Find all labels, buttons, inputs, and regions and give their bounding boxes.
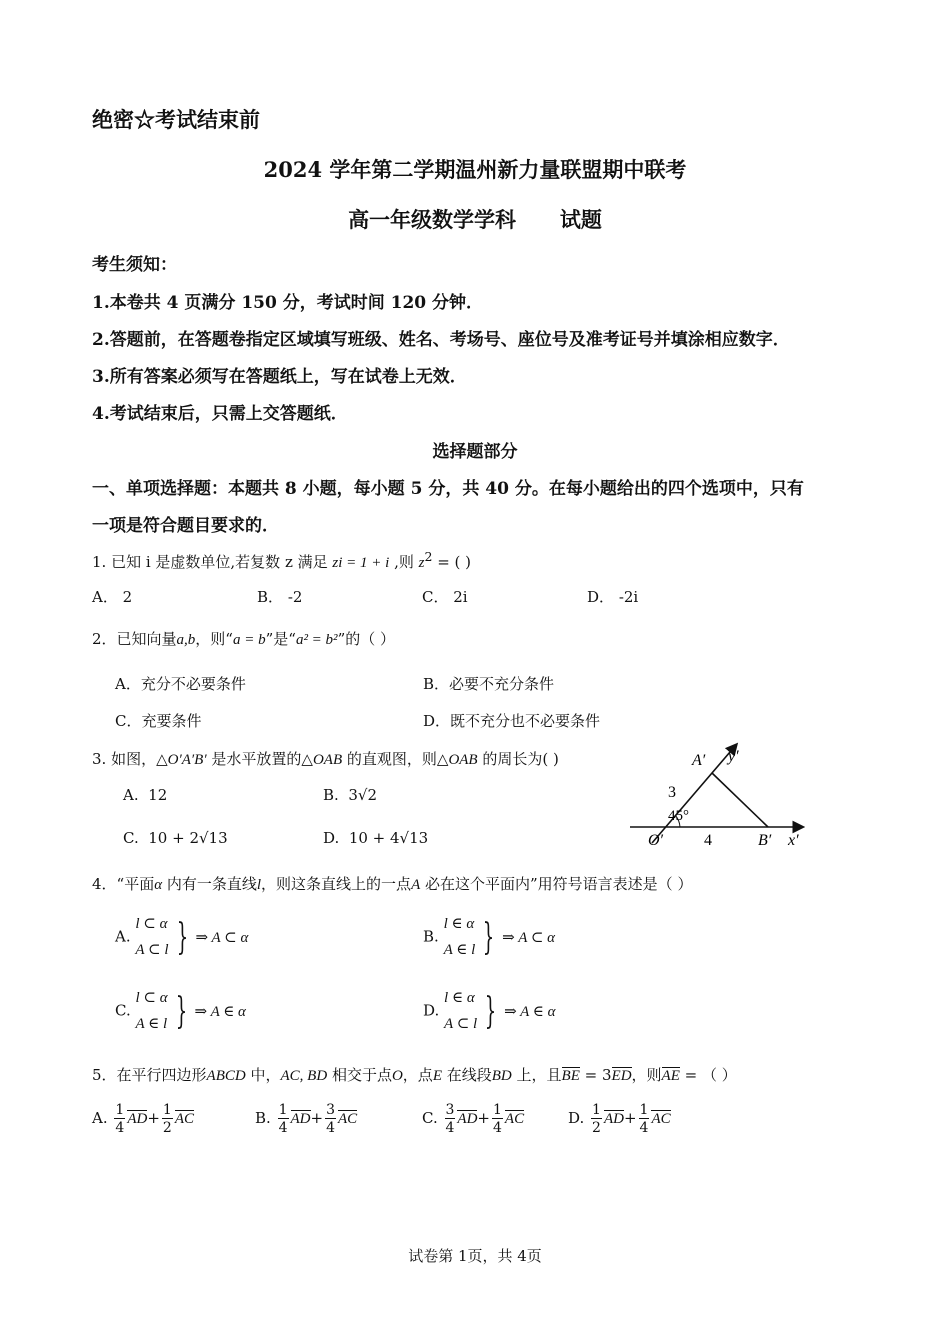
section-desc-line2: 一项是符合题目要求的． xyxy=(92,516,279,536)
q5-option-b[interactable] xyxy=(255,1103,357,1135)
q5-option-a[interactable] xyxy=(92,1103,194,1135)
numerator: 1 xyxy=(592,1102,601,1118)
q5-text-mid3: ，点 xyxy=(402,1066,433,1084)
q1-option-a[interactable] xyxy=(92,586,132,607)
q4-l: l xyxy=(256,877,262,893)
label-side-ob: 4 xyxy=(704,832,712,849)
label-a: A′ xyxy=(692,752,706,769)
denominator: 4 xyxy=(278,1120,288,1136)
system-result: ⇒ A ∈ α xyxy=(504,1004,556,1020)
option-text: 2i xyxy=(453,588,468,606)
fraction-1 xyxy=(114,1103,125,1135)
system-row-1: l ∈ α xyxy=(444,990,475,1006)
numerator: 3 xyxy=(445,1102,455,1118)
option-label: D. xyxy=(568,1109,585,1127)
vector-ac: AC xyxy=(338,1111,358,1127)
label-o: O′ xyxy=(648,832,664,849)
q3-oab: OAB xyxy=(312,752,343,768)
q4-option-a[interactable] xyxy=(115,912,248,963)
q2-condition-1: a = b xyxy=(232,632,266,648)
q3-figure xyxy=(620,735,820,855)
vector-ac: AC xyxy=(651,1111,671,1127)
fraction-2 xyxy=(639,1103,650,1135)
q4-option-d[interactable] xyxy=(423,986,556,1037)
q4-option-b[interactable] xyxy=(423,912,555,963)
q3-triangle: △O′A′B′ xyxy=(156,752,207,768)
system-row-1: l ⊂ α xyxy=(135,916,168,932)
numerator: 1 xyxy=(493,1102,502,1118)
q2-text-suffix: ”的（ ） xyxy=(337,630,395,648)
option-label: D. xyxy=(323,829,340,847)
q4-text-mid2: ，则这条直线上的一点 xyxy=(261,875,412,893)
confidential-label: 绝密☆考试结束前 xyxy=(92,107,260,132)
q5-abcd: ABCD xyxy=(206,1068,246,1084)
numerator: 1 xyxy=(115,1102,125,1118)
q4-text-suffix: 必在这个平面内”用符号语言表述是（ ） xyxy=(420,875,693,893)
system-row-2: A ∈ l xyxy=(135,1015,168,1032)
label-angle: 45° xyxy=(668,808,689,824)
fraction-1 xyxy=(445,1103,456,1135)
option-label: A. xyxy=(115,927,131,946)
option-label: C. xyxy=(422,1109,438,1127)
q5-text-mid2: 相交于点 xyxy=(327,1066,392,1084)
system-row-2: A ⊂ l xyxy=(135,941,169,958)
option-text: 3√2 xyxy=(348,786,377,804)
vector-ad: AD xyxy=(290,1111,311,1127)
vector-ad: AD xyxy=(127,1111,148,1127)
q2-text-mid2: ”是“ xyxy=(265,630,296,648)
q5-text-suffix: = （ ） xyxy=(679,1066,737,1084)
option-text: 必要不充分条件 xyxy=(449,675,555,693)
plus-sign: + xyxy=(477,1109,490,1127)
segment-ab xyxy=(712,773,768,827)
option-text: 既不充分也不必要条件 xyxy=(450,712,601,730)
q1-text-mid: ,则 xyxy=(389,553,419,571)
plus-sign: + xyxy=(310,1109,324,1127)
q5-vector-be: BE xyxy=(561,1068,580,1084)
system-row-1: l ⊂ α xyxy=(135,990,168,1006)
q5-text-mid4: 在线段 xyxy=(441,1066,492,1084)
q5-vector-ae: AE xyxy=(661,1068,680,1084)
fraction-2 xyxy=(325,1103,336,1135)
section-desc-line1: 一、单项选择题：本题共 8 小题，每小题 5 分，共 40 分。在每小题给出的四个选项中，只有 xyxy=(92,479,804,499)
option-system xyxy=(136,986,246,1037)
q5-vector-ed: ED xyxy=(611,1068,632,1084)
numerator: 1 xyxy=(278,1102,288,1118)
option-label: C. xyxy=(123,829,139,847)
option-text: -2i xyxy=(618,588,639,606)
fraction-2 xyxy=(162,1103,173,1135)
q4-a: A xyxy=(411,877,421,893)
q3-text-mid2: 的直观图，则△ xyxy=(342,750,449,768)
option-text: 10 + 2√13 xyxy=(148,829,228,847)
q5-eq: = 3 xyxy=(579,1066,612,1084)
q2-text: 2．已知向量 xyxy=(92,630,177,648)
fraction-1 xyxy=(591,1103,602,1135)
q5-o: O xyxy=(391,1068,403,1084)
system-row-2: A ⊂ l xyxy=(444,1015,478,1032)
q4-option-c[interactable] xyxy=(115,986,246,1037)
q1-option-b[interactable] xyxy=(257,586,302,607)
q5-option-c[interactable] xyxy=(422,1103,524,1135)
option-label: C. xyxy=(115,1001,131,1020)
q2-option-a[interactable] xyxy=(115,673,246,694)
notice-item-2: 2.答题前，在答题卷指定区域填写班级、姓名、考场号、座位号及准考证号并填涂相应数字． xyxy=(92,330,790,350)
label-side-oa: 3 xyxy=(668,784,676,801)
q4-alpha: α xyxy=(154,877,163,893)
option-label: D. xyxy=(423,1001,440,1020)
q3-option-b[interactable] xyxy=(323,786,377,804)
plus-sign: + xyxy=(623,1109,637,1127)
fraction-2 xyxy=(492,1103,503,1135)
option-label: A. xyxy=(123,786,139,804)
vector-ac: AC xyxy=(174,1111,194,1127)
q3-oab-2: OAB xyxy=(448,752,478,768)
q1-option-c[interactable] xyxy=(422,586,468,607)
q5-e: E xyxy=(432,1068,442,1084)
option-system xyxy=(444,912,555,963)
q2-vectors: a,b xyxy=(176,632,196,648)
vector-ac: AC xyxy=(504,1111,525,1127)
system-result: ⇒ A ⊂ α xyxy=(195,930,249,946)
q2-option-c[interactable] xyxy=(115,710,202,731)
q1-text: 1. 已知 i 是虚数单位,若复数 z 满足 xyxy=(92,553,333,571)
option-system xyxy=(135,912,248,963)
q3-option-c[interactable] xyxy=(123,829,228,847)
option-label: B. xyxy=(255,1109,271,1127)
q4-text-mid1: 内有一条直线 xyxy=(162,875,257,893)
notice-item-3: 3.所有答案必须写在答题纸上，写在试卷上无效． xyxy=(92,367,467,387)
q5-option-d[interactable] xyxy=(568,1103,671,1135)
notice-heading: 考生须知： xyxy=(92,255,177,275)
system-result: ⇒ A ⊂ α xyxy=(502,930,556,946)
option-label: D． xyxy=(423,712,451,730)
numerator: 3 xyxy=(326,1102,335,1118)
q5-text-mid1: 中， xyxy=(245,1066,281,1084)
q1-equation: zi = 1 + i xyxy=(332,555,390,571)
option-text: 2 xyxy=(122,588,133,606)
numerator: 1 xyxy=(162,1102,172,1118)
q1-option-d[interactable] xyxy=(587,586,638,607)
q3-option-d[interactable] xyxy=(323,829,428,847)
vector-ad: AD xyxy=(603,1111,624,1127)
q4-text: 4．“平面 xyxy=(92,875,155,893)
q2-condition-2: a² = b² xyxy=(295,632,338,648)
option-label: B． xyxy=(257,588,284,606)
exam-subtitle: 高一年级数学学科 试题 xyxy=(348,207,602,232)
page-footer: 试卷第 1页，共 4页 xyxy=(408,1247,542,1265)
plus-sign: + xyxy=(147,1109,160,1127)
numerator: 1 xyxy=(639,1102,649,1118)
q5-bd: BD xyxy=(491,1068,512,1084)
q3-option-a[interactable] xyxy=(123,786,167,804)
option-system xyxy=(444,986,555,1037)
q2-option-d[interactable] xyxy=(423,710,600,731)
option-label: A． xyxy=(92,588,118,606)
denominator: 4 xyxy=(493,1120,502,1136)
system-row-1: l ∈ α xyxy=(443,916,475,932)
denominator: 4 xyxy=(445,1120,455,1136)
option-text: 充分不必要条件 xyxy=(140,675,246,693)
option-label: B. xyxy=(423,927,439,946)
q3-text: 3. 如图， xyxy=(92,750,157,768)
option-text: 10 + 4√13 xyxy=(348,829,429,847)
question-2 xyxy=(92,628,395,649)
q3-text-suffix: 的周长为( ) xyxy=(477,750,559,768)
system-row-2: A ∈ l xyxy=(443,941,476,958)
q5-text: 5．在平行四边形 xyxy=(92,1066,207,1084)
q5-text-mid6: ，则 xyxy=(631,1066,662,1084)
option-text: 12 xyxy=(148,786,168,804)
denominator: 4 xyxy=(115,1120,125,1136)
question-1 xyxy=(92,549,471,572)
label-y: y′ xyxy=(728,748,739,765)
q5-acbd: AC, BD xyxy=(280,1068,328,1084)
option-label: A． xyxy=(115,675,141,693)
brace-icon: } xyxy=(176,916,188,958)
q1-z: z xyxy=(418,555,425,571)
notice-item-4: 4.考试结束后，只需上交答题纸． xyxy=(92,404,348,424)
vector-ad: AD xyxy=(457,1111,478,1127)
brace-icon: } xyxy=(482,916,495,958)
q1-text-suffix: = ( ) xyxy=(432,553,471,571)
q1-exponent: 2 xyxy=(424,549,433,564)
brace-icon: } xyxy=(175,990,187,1032)
section-title: 选择题部分 xyxy=(432,442,518,462)
denominator: 2 xyxy=(592,1120,601,1136)
question-3 xyxy=(92,748,559,769)
question-5 xyxy=(92,1064,737,1085)
fraction-1 xyxy=(278,1103,289,1135)
option-label: B． xyxy=(423,675,450,693)
denominator: 4 xyxy=(326,1120,335,1136)
label-x: x′ xyxy=(788,832,799,849)
system-result: ⇒ A ∈ α xyxy=(194,1004,246,1020)
option-label: D． xyxy=(587,588,615,606)
question-4 xyxy=(92,873,692,894)
brace-icon: } xyxy=(484,990,497,1032)
q2-text-mid1: ，则“ xyxy=(195,630,233,648)
exam-title: 2024 学年第二学期温州新力量联盟期中联考 xyxy=(263,157,687,182)
option-label: A. xyxy=(92,1109,108,1127)
q5-text-mid5: 上，且 xyxy=(511,1066,562,1084)
option-label: C． xyxy=(422,588,449,606)
option-text: 充要条件 xyxy=(141,712,202,730)
denominator: 4 xyxy=(639,1120,649,1136)
label-b: B′ xyxy=(758,832,772,849)
option-label: C． xyxy=(115,712,142,730)
notice-item-1: 1.本卷共 4 页满分 150 分，考试时间 120 分钟． xyxy=(92,293,484,313)
denominator: 2 xyxy=(162,1120,172,1136)
q3-text-mid: 是水平放置的△ xyxy=(206,750,313,768)
option-text: -2 xyxy=(287,588,303,606)
q2-option-b[interactable] xyxy=(423,673,554,694)
option-label: B. xyxy=(323,786,339,804)
